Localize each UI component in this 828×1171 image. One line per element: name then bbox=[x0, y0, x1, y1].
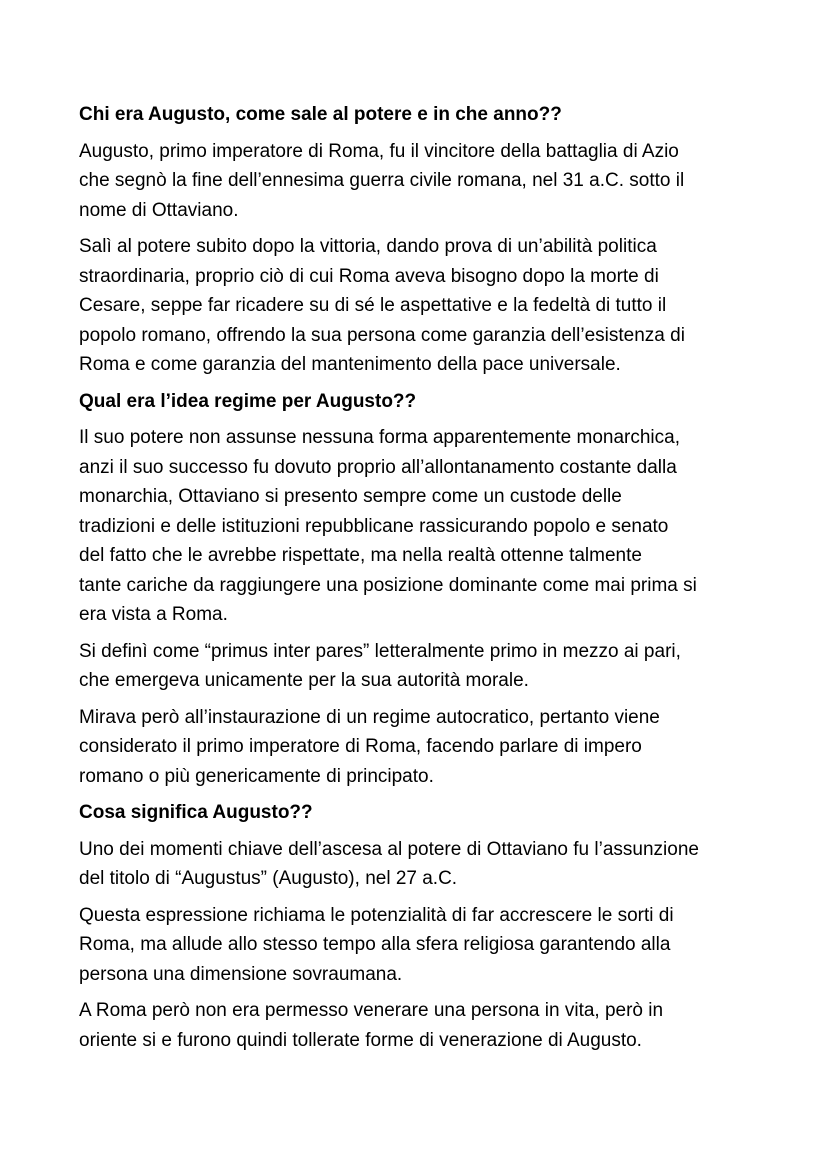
text-line: anzi il suo successo fu dovuto proprio all’allontanamento costante dalla bbox=[79, 456, 677, 478]
paragraph bbox=[79, 637, 779, 696]
text-line: oriente si e furono quindi tollerate forme di venerazione di Augusto. bbox=[79, 1029, 642, 1051]
text-line: Augusto, primo imperatore di Roma, fu il vincitore della battaglia di Azio bbox=[79, 140, 679, 162]
text-line: era vista a Roma. bbox=[79, 604, 228, 625]
text-line: monarchia, Ottaviano si presento sempre come un custode delle bbox=[79, 486, 622, 507]
text-line: persona una dimensione sovraumana. bbox=[79, 963, 403, 985]
paragraph bbox=[79, 996, 779, 1055]
text-line: romano o più genericamente di principato. bbox=[79, 765, 434, 787]
text-line: straordinaria, proprio ciò di cui Roma aveva bisogno dopo la morte di bbox=[79, 265, 659, 287]
paragraph bbox=[79, 423, 779, 630]
paragraph bbox=[79, 703, 779, 792]
text-line: popolo romano, offrendo la sua persona come garanzia dell’esistenza di bbox=[79, 324, 685, 346]
text-line: A Roma però non era permesso venerare una persona in vita, però in bbox=[79, 1000, 664, 1021]
text-line: Cesare, seppe far ricadere su di sé le aspettative e la fedeltà di tutto il bbox=[79, 295, 667, 316]
text-line: Roma, ma allude allo stesso tempo alla sfera religiosa garantendo alla bbox=[79, 934, 671, 955]
paragraph bbox=[79, 232, 779, 380]
text-line: del fatto che le avrebbe rispettate, ma nella realtà ottenne talmente bbox=[79, 545, 642, 566]
text-line: che emergeva unicamente per la sua autorità morale. bbox=[79, 670, 529, 691]
text-line: tradizioni e delle istituzioni repubblicane rassicurando popolo e senato bbox=[79, 515, 669, 537]
paragraph bbox=[79, 835, 779, 894]
paragraph bbox=[79, 137, 779, 226]
text-line: del titolo di “Augustus” (Augusto), nel 27 a.C. bbox=[79, 868, 458, 889]
paragraph bbox=[79, 901, 779, 990]
text-line: tante cariche da raggiungere una posizione dominante come mai prima si bbox=[79, 574, 697, 596]
text-line: Il suo potere non assunse nessuna forma apparentemente monarchica, bbox=[79, 427, 680, 448]
section-heading: Cosa significa Augusto?? bbox=[79, 802, 313, 823]
text-line: Questa espressione richiama le potenzialità di far accrescere le sorti di bbox=[79, 904, 674, 926]
text-line: che segnò la fine dell’ennesima guerra civile romana, nel 31 a.C. sotto il bbox=[79, 170, 685, 191]
text-line: Salì al potere subito dopo la vittoria, dando prova di un’abilità politica bbox=[79, 236, 657, 257]
document-page bbox=[79, 100, 779, 1062]
text-line: Roma e come garanzia del mantenimento della pace universale. bbox=[79, 354, 621, 375]
section-heading: Qual era l’idea regime per Augusto?? bbox=[79, 390, 417, 412]
text-line: Si definì come “primus inter pares” letteralmente primo in mezzo ai pari, bbox=[79, 640, 681, 662]
text-line: nome di Ottaviano. bbox=[79, 199, 239, 221]
text-line: considerato il primo imperatore di Roma, facendo parlare di impero bbox=[79, 736, 642, 757]
text-line: Mirava però all’instaurazione di un regime autocratico, pertanto viene bbox=[79, 706, 660, 728]
section-heading: Chi era Augusto, come sale al potere e in che anno?? bbox=[79, 104, 562, 125]
text-line: Uno dei momenti chiave dell’ascesa al potere di Ottaviano fu l’assunzione bbox=[79, 838, 699, 860]
